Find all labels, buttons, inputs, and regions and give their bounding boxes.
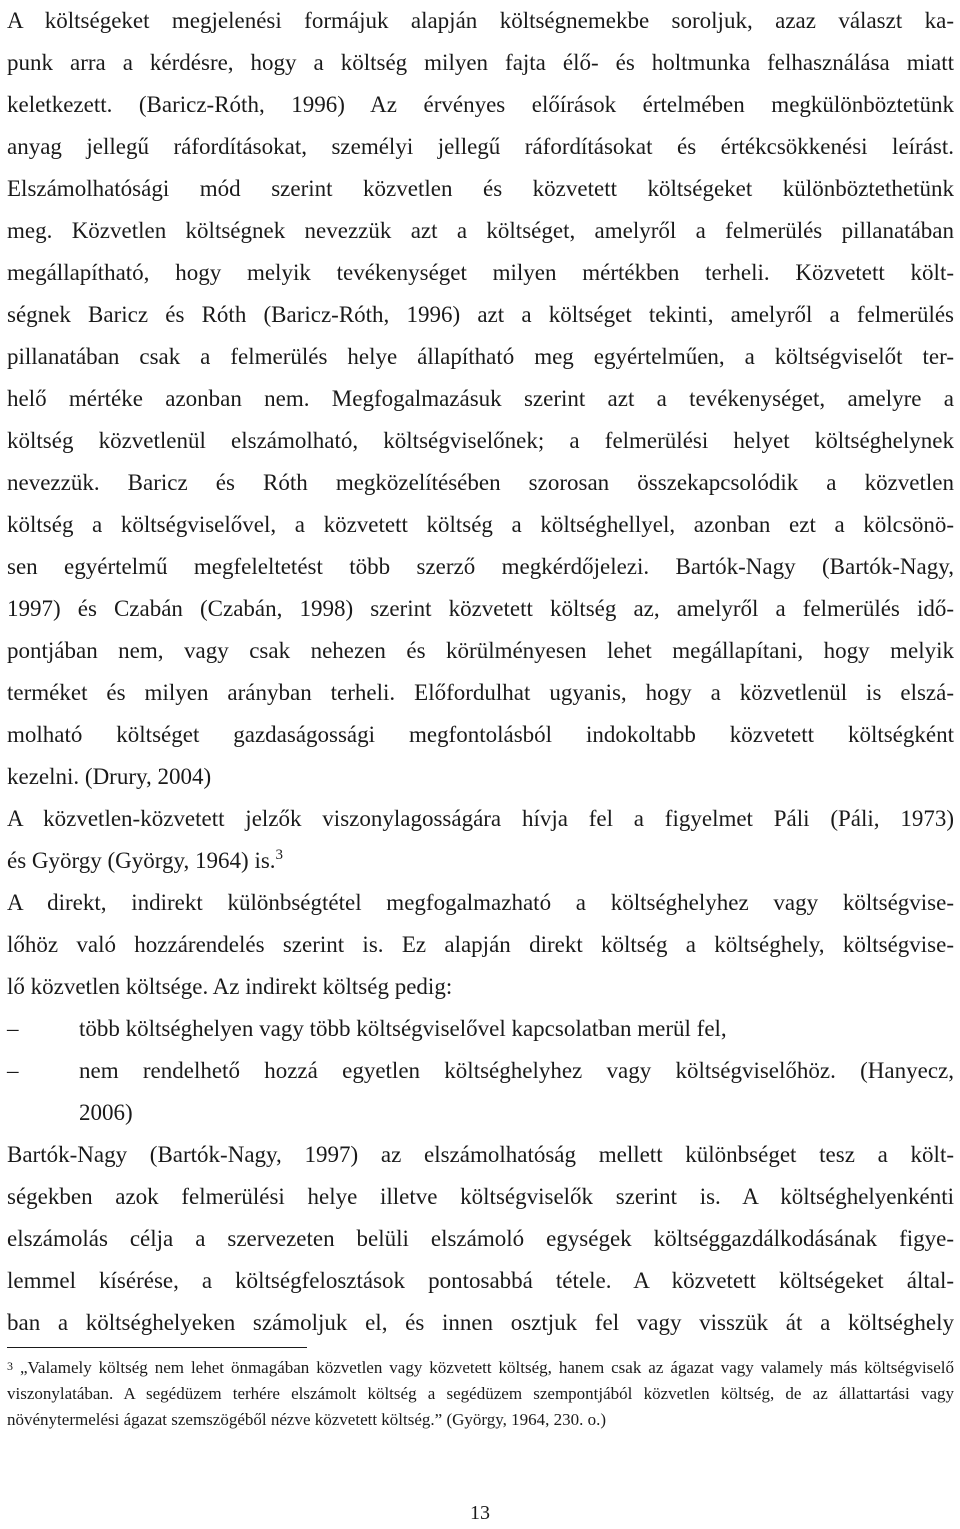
text-line: keletkezett. (Baricz-Róth, 1996) Az érvényes előírások értelmében megkülönböztetünk xyxy=(7,92,954,117)
text-line: ban a költséghelyeken számoljuk el, és innen osztjuk fel vagy visszük át a költséghely xyxy=(7,1310,954,1335)
list-item-text: több költséghelyen vagy több költségviselővel kapcsolatban merül fel, xyxy=(79,1016,727,1041)
text-line: helő mértéke azonban nem. Megfogalmazásuk szerint azt a tevékenységet, amelyre a xyxy=(7,386,954,411)
footnote-mark: 3 xyxy=(7,1359,13,1373)
text-line: ségekben azok felmerülési helye illetve költségviselők szerint is. A költséghelyenkénti xyxy=(7,1184,954,1209)
dash-bullet-icon: – xyxy=(7,1058,19,1083)
page-number: 13 xyxy=(470,1502,490,1524)
text-line: lemmel kísérése, a költségfelosztások pontosabbá tétele. A közvetett költségeket által- xyxy=(7,1268,954,1293)
text-line: A közvetlen-közvetett jelzők viszonylagosságára hívja fel a figyelmet Páli (Páli, 1973) xyxy=(7,806,954,831)
body-text xyxy=(7,0,954,1344)
text-line: punk arra a kérdésre, hogy a költség milyen fajta élő- és holtmunka felhasználása miatt xyxy=(7,50,954,75)
paragraph-3 xyxy=(7,882,954,1008)
list-item xyxy=(7,1008,954,1050)
footnote-text: „Valamely költség nem lehet önmagában közvetlen vagy közvetett költség, hanem csak az ágazat vagy valamely más költségviselő viszonylatában. A segédüzem terhére elszámolt költség a segédüzem szempontjából közvetlen költség, de az állattartási vagy növénytermelési ágazat szemszögéből nézve közvetett költség.” (György, 1964, 230. o.) xyxy=(7,1358,955,1429)
text-line: költség közvetlenül elszámolható, költségviselőnek; a felmerülési helyet költséghelynek xyxy=(7,428,954,453)
text-line: elszámolás célja a szervezeten belüli elszámoló egységek költséggazdálkodásának figye- xyxy=(7,1226,954,1251)
text-line: pillanatában csak a felmerülés helye állapítható meg egyértelműen, a költségviselőt ter- xyxy=(7,344,954,369)
paragraph-4 xyxy=(7,1134,954,1344)
text-line: sen egyértelmű megfeleltetést több szerző megkérdőjelezi. Bartók-Nagy (Bartók-Nagy, xyxy=(7,554,954,579)
text-line: 1997) és Czabán (Czabán, 1998) szerint közvetett költség az, amelyről a felmerülés idő- xyxy=(7,596,954,621)
paragraph-1 xyxy=(7,0,954,798)
text-line: molható költséget gazdaságossági megfontolásból indokoltabb közvetett költségként xyxy=(7,722,954,747)
text-line: A direkt, indirekt különbségtétel megfogalmazható a költséghelyhez vagy költségvise- xyxy=(7,890,954,915)
text-line: pontjában nem, vagy csak nehezen és körülményesen lehet megállapítani, hogy melyik xyxy=(7,638,954,663)
footnote-separator xyxy=(7,1347,307,1348)
text-line: megállapítható, hogy melyik tevékenységet milyen mértékben terheli. Közvetett költ- xyxy=(7,260,954,285)
text-line xyxy=(7,840,954,882)
paragraph-2 xyxy=(7,798,954,882)
text-line: Elszámolhatósági mód szerint közvetlen és közvetett költségeket különböztethetünk xyxy=(7,176,954,201)
text-line: anyag jellegű ráfordításokat, személyi jellegű ráfordításokat és értékcsökkenési leírást. xyxy=(7,134,954,159)
text-line: meg. Közvetlen költségnek nevezzük azt a költséget, amelyről a felmerülés pillanatában xyxy=(7,218,954,243)
text-line: lőhöz való hozzárendelés szerint is. Ez alapján direkt költség a költséghely, költségvise- xyxy=(7,932,954,957)
footnote xyxy=(7,1355,954,1433)
list-item xyxy=(7,1050,954,1134)
text-line: lő közvetlen költsége. Az indirekt költség pedig: xyxy=(7,974,453,999)
text-line: A költségeket megjelenési formájuk alapján költségnemekbe soroljuk, azaz választ ka- xyxy=(7,8,954,33)
footnote-reference[interactable]: 3 xyxy=(275,847,284,863)
text-span: és György (György, 1964) is. xyxy=(7,848,276,873)
text-line: nevezzük. Baricz és Róth megközelítésében szorosan összekapcsolódik a közvetlen xyxy=(7,470,954,495)
list-item-text: nem rendelhető hozzá egyetlen költséghelyhez vagy költségviselőhöz. (Hanyecz, xyxy=(79,1058,954,1083)
text-line: ségnek Baricz és Róth (Baricz-Róth, 1996) azt a költséget tekinti, amelyről a felmerülés xyxy=(7,302,954,327)
text-line: Bartók-Nagy (Bartók-Nagy, 1997) az elszámolhatóság mellett különbséget tesz a költ- xyxy=(7,1142,954,1167)
text-line: kezelni. (Drury, 2004) xyxy=(7,764,212,789)
dash-bullet-icon: – xyxy=(7,1016,19,1041)
bullet-list xyxy=(7,1008,954,1134)
list-item-text: 2006) xyxy=(79,1100,133,1125)
text-line: költség a költségviselővel, a közvetett költség a költséghellyel, azonban ezt a kölcsönö- xyxy=(7,512,954,537)
text-line: terméket és milyen arányban terheli. Előfordulhat ugyanis, hogy a közvetlenül is elszá- xyxy=(7,680,954,705)
